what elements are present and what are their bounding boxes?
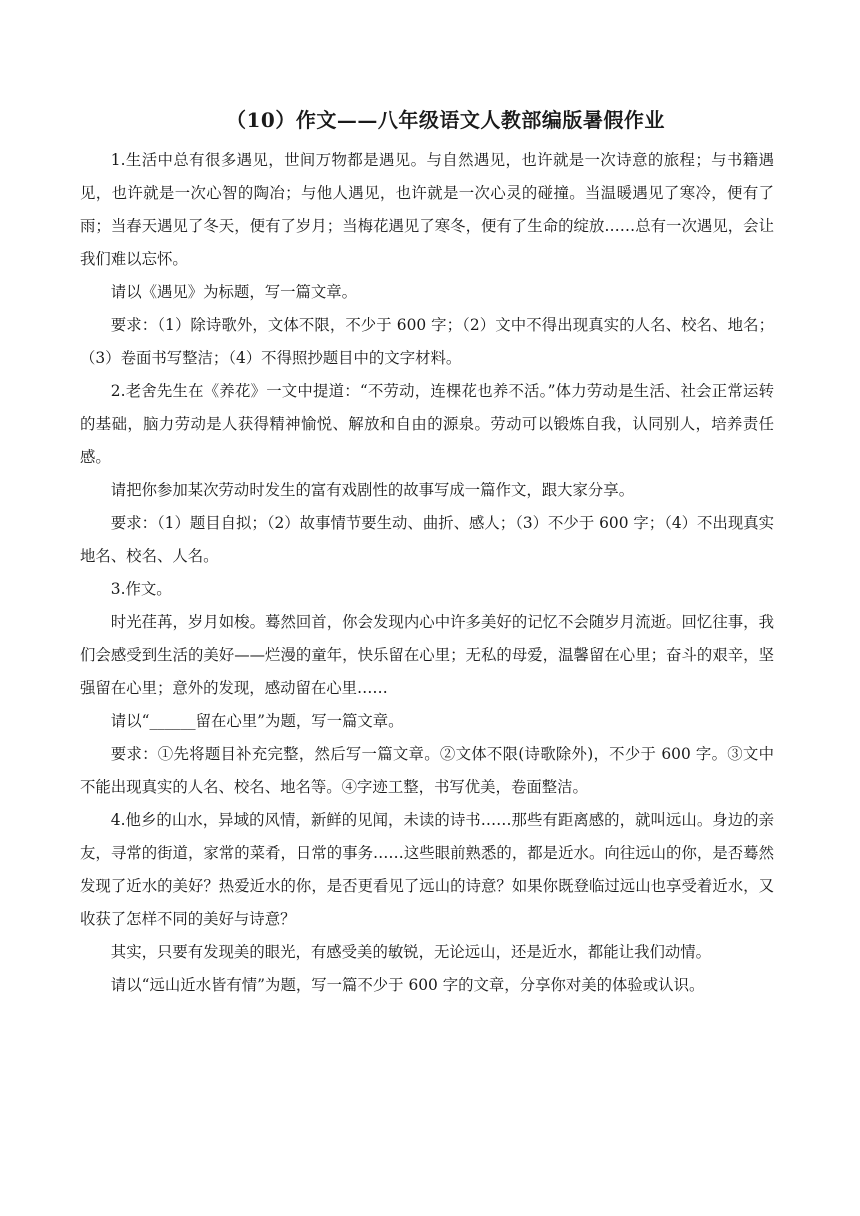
question-4-prompt: 请以“远山近水皆有情”为题，写一篇不少于 600 字的文章，分享你对美的体验或认识。 <box>110 976 705 994</box>
question-1-material: 1.生活中总有很多遇见，世间万物都是遇见。与自然遇见，也许就是一次诗意的旅程；与书籍遇见，也许就是一次心智的陶冶；与他人遇见，也许就是一次心灵的碰撞。当温暖遇见了寒冷，便有了雨；当春天遇见了冬天，便有了岁月；当梅花遇见了寒冬，便有了生命的绽放……总有一次遇见，会让我们难以忘怀。 <box>80 151 774 268</box>
question-4-material-2: 其实，只要有发现美的眼光，有感受美的敏锐，无论远山，还是近水，都能让我们动情。 <box>110 943 712 961</box>
question-2-requirements: 要求：（1）题目自拟；（2）故事情节要生动、曲折、感人；（3）不少于 600 字；（4）不出现真实地名、校名、人名。 <box>80 514 774 565</box>
question-3-heading: 3.作文。 <box>110 580 172 598</box>
question-1-prompt: 请以《遇见》为标题，写一篇文章。 <box>110 283 358 301</box>
question-1-requirements: 要求：（1）除诗歌外，文体不限，不少于 600 字；（2）文中不得出现真实的人名、校名、地名；（3）卷面书写整洁；（4）不得照抄题目中的文字材料。 <box>80 316 774 367</box>
question-3-prompt: 请以“______留在心里”为题，写一篇文章。 <box>110 712 404 730</box>
question-2-prompt: 请把你参加某次劳动时发生的富有戏剧性的故事写成一篇作文，跟大家分享。 <box>110 481 635 499</box>
question-3-requirements: 要求：①先将题目补充完整，然后写一篇文章。②文体不限(诗歌除外)，不少于 600 字。③文中不能出现真实的人名、校名、地名等。④字迹工整，书写优美，卷面整洁。 <box>80 745 774 796</box>
question-3-material: 时光荏苒，岁月如梭。蓦然回首，你会发现内心中许多美好的记忆不会随岁月流逝。回忆往事，我们会感受到生活的美好——烂漫的童年，快乐留在心里；无私的母爱，温馨留在心里；奋斗的艰辛，坚强留在心里；意外的发现，感动留在心里…… <box>80 613 774 697</box>
question-2-material: 2.老舍先生在《养花》一文中提道：“不劳动，连棵花也养不活。”体力劳动是生活、社会正常运转的基础，脑力劳动是人获得精神愉悦、解放和自由的源泉。劳动可以锻炼自我，认同别人，培养责任感。 <box>80 382 774 466</box>
document-title: （10）作文——八年级语文人教部编版暑假作业 <box>226 108 665 132</box>
question-4-material: 4.他乡的山水，异域的风情，新鲜的见闻，未读的诗书……那些有距离感的，就叫远山。身边的亲友，寻常的街道，家常的菜肴，日常的事务……这些眼前熟悉的，都是近水。向往远山的你，是否蓦然发现了近水的美好？热爱近水的你，是否更看见了远山的诗意？如果你既登临过远山也享受着近水，又收获了怎样不同的美好与诗意？ <box>80 811 774 928</box>
